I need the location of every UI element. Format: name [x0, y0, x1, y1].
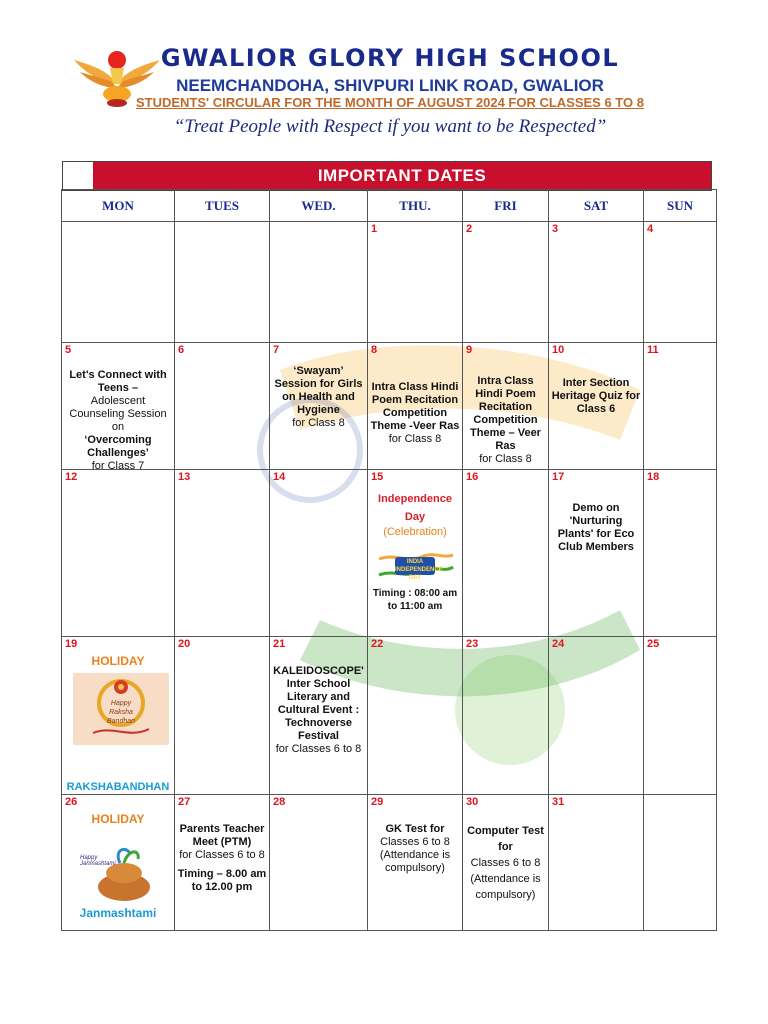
event-title: Inter Section Heritage Quiz for Class 6 — [551, 377, 641, 415]
calendar-cell — [463, 795, 549, 931]
day-number: 20 — [178, 638, 191, 650]
day-number: 13 — [178, 471, 191, 483]
calendar-cell — [270, 795, 368, 931]
event-celebration: (Celebration) — [383, 526, 447, 538]
weekday-mon: MON — [62, 190, 175, 222]
calendar-cell — [549, 343, 644, 470]
calendar-cell — [644, 637, 717, 795]
event-title: ‘Swayam’ Session for Girls on Health and Hygiene — [274, 365, 363, 416]
calendar-cell — [644, 470, 717, 637]
holiday-name-block — [64, 781, 172, 794]
calendar-week — [62, 222, 717, 343]
calendar-cell — [270, 637, 368, 795]
event-audience: for Classes 6 to 8 — [179, 849, 265, 861]
event-heritage-quiz — [551, 377, 641, 416]
card-text: Happy Raksha Bandhan — [106, 700, 136, 725]
header — [0, 0, 768, 150]
school-motto: “Treat People with Respect if you want to be Respected” — [173, 116, 607, 137]
event-swayam-session — [272, 365, 365, 430]
day-number: 1 — [371, 223, 378, 235]
calendar-cell — [270, 470, 368, 637]
weekday-thu: THU. — [368, 190, 463, 222]
day-number: 19 — [65, 638, 78, 650]
calendar-cell — [368, 795, 463, 931]
school-name: GWALIOR GLORY HIGH SCHOOL — [160, 44, 620, 72]
day-number: 5 — [65, 344, 72, 356]
circular-title: STUDENTS' CIRCULAR FOR THE MONTH OF AUGUST 2024 FOR CLASSES 6 TO 8 — [136, 95, 644, 110]
weekday-sat: SAT — [549, 190, 644, 222]
event-timing: Timing : 08:00 am to 11:00 am — [372, 588, 458, 612]
event-title: KALEIDOSCOPE' — [273, 665, 364, 677]
event-description: Inter School Literary and Cultural Event : Technoverse Festival — [277, 678, 360, 742]
event-audience: for Class 8 — [388, 433, 442, 445]
holiday-rakshabandhan — [64, 655, 172, 669]
event-computer-test — [465, 823, 546, 903]
calendar-cell — [463, 470, 549, 637]
calendar-week — [62, 470, 717, 637]
calendar-week — [62, 637, 717, 795]
event-audience: Classes 6 to 8 (Attendance is compulsory) — [470, 857, 541, 901]
calendar-cell — [62, 637, 175, 795]
calendar-cell — [463, 637, 549, 795]
day-number: 11 — [647, 344, 659, 356]
school-address: NEEMCHANDOHA, SHIVPURI LINK ROAD, GWALIOR — [176, 76, 604, 95]
event-title: Intra Class Hindi Poem Recitation Competition Theme -Veer Ras — [370, 381, 460, 432]
calendar-cell — [549, 222, 644, 343]
event-timing: Timing – 8.00 am to 12.00 pm — [177, 868, 267, 893]
event-nurturing-plants — [551, 502, 641, 554]
event-audience: for Class 7 — [91, 460, 145, 472]
day-number: 18 — [647, 471, 660, 483]
calendar-cell — [368, 637, 463, 795]
calendar-cell — [270, 343, 368, 470]
day-number: 31 — [552, 796, 565, 808]
weekday-tue: TUES — [175, 190, 270, 222]
day-number: 23 — [466, 638, 479, 650]
event-title: Computer Test for — [467, 825, 544, 853]
rakhi-card-image — [73, 673, 169, 745]
holiday-name: RAKSHABANDHAN — [66, 781, 170, 793]
calendar-cell — [62, 470, 175, 637]
holiday-name-block — [64, 907, 172, 921]
day-number: 9 — [466, 344, 473, 356]
day-number: 24 — [552, 638, 565, 650]
event-title: Let's Connect with Teens – — [69, 369, 167, 394]
calendar-cell-empty — [644, 795, 717, 931]
card-text: Happy Janmashtami — [80, 855, 116, 867]
day-number: 16 — [466, 471, 479, 483]
calendar-cell — [368, 470, 463, 637]
weekday-sun: SUN — [644, 190, 717, 222]
day-number: 21 — [273, 638, 286, 650]
calendar-cell — [549, 470, 644, 637]
event-title: Intra Class Hindi Poem Recitation Competition Theme – Veer Ras — [470, 375, 541, 452]
weekday-wed: WED. — [270, 190, 368, 222]
holiday-janmashtami — [64, 813, 172, 827]
calendar-week — [62, 795, 717, 931]
banner-title: IMPORTANT DATES — [93, 162, 711, 190]
event-title: GK Test for — [385, 823, 445, 835]
calendar-cell — [175, 470, 270, 637]
day-number: 29 — [371, 796, 384, 808]
day-number: 12 — [65, 471, 78, 483]
august-calendar — [61, 189, 717, 931]
event-teens-counseling — [64, 369, 172, 473]
calendar-cell — [463, 343, 549, 470]
day-number: 28 — [273, 796, 286, 808]
calendar-cell — [175, 343, 270, 470]
day-number: 22 — [371, 638, 384, 650]
day-number: 26 — [65, 796, 78, 808]
calendar-cell-empty — [270, 222, 368, 343]
calendar-cell — [368, 222, 463, 343]
event-hindi-poem-class8 — [370, 381, 460, 446]
calendar-cell — [62, 795, 175, 931]
day-number: 10 — [552, 344, 565, 356]
matki-pots-icon — [84, 843, 156, 903]
calendar-cell — [644, 343, 717, 470]
holiday-label: HOLIDAY — [91, 812, 145, 826]
event-independence-day — [370, 490, 460, 613]
event-ptm — [177, 823, 267, 894]
event-kaleidoscope — [272, 665, 365, 756]
weekday-fri: FRI — [463, 190, 549, 222]
holiday-label: HOLIDAY — [91, 654, 145, 668]
day-number: 6 — [178, 344, 185, 356]
event-hindi-poem — [465, 375, 546, 466]
calendar-week — [62, 343, 717, 470]
calendar-cell — [175, 637, 270, 795]
day-number: 7 — [273, 344, 280, 356]
calendar-cell — [62, 343, 175, 470]
weekday-header-row — [62, 190, 717, 222]
holiday-name: Janmashtami — [79, 906, 157, 920]
event-audience: for Classes 6 to 8 — [275, 743, 362, 755]
event-title: Demo on 'Nurturing Plants' for Eco Club Members — [557, 502, 635, 553]
calendar-cell — [463, 222, 549, 343]
event-topic: ‘Overcoming Challenges’ — [84, 434, 152, 459]
day-number: 15 — [371, 471, 384, 483]
day-number: 25 — [647, 638, 660, 650]
calendar-cell — [549, 795, 644, 931]
badge-text: INDIA INDEPENDENCE DAY — [395, 559, 443, 581]
event-gk-test — [370, 823, 460, 875]
day-number: 27 — [178, 796, 191, 808]
matki-image — [80, 843, 156, 903]
day-number: 14 — [273, 471, 286, 483]
india-independence-badge-icon — [375, 549, 455, 583]
event-audience: for Class 8 — [479, 453, 532, 465]
event-description: Adolescent Counseling Session on — [69, 395, 167, 433]
event-title: Independence Day — [378, 493, 452, 523]
day-number: 3 — [552, 223, 559, 235]
event-title: Parents Teacher Meet (PTM) — [179, 823, 265, 848]
day-number: 8 — [371, 344, 378, 356]
day-number: 30 — [466, 796, 479, 808]
calendar-cell — [175, 795, 270, 931]
calendar-cell — [644, 222, 717, 343]
day-number: 17 — [552, 471, 565, 483]
day-number: 4 — [647, 223, 654, 235]
calendar-cell-empty — [62, 222, 175, 343]
day-number: 2 — [466, 223, 473, 235]
event-audience: Classes 6 to 8 (Attendance is compulsory) — [379, 836, 451, 874]
calendar-cell-empty — [175, 222, 270, 343]
important-dates-banner — [62, 161, 712, 191]
calendar-cell — [368, 343, 463, 470]
calendar-cell — [549, 637, 644, 795]
event-audience: for Class 8 — [292, 417, 345, 429]
